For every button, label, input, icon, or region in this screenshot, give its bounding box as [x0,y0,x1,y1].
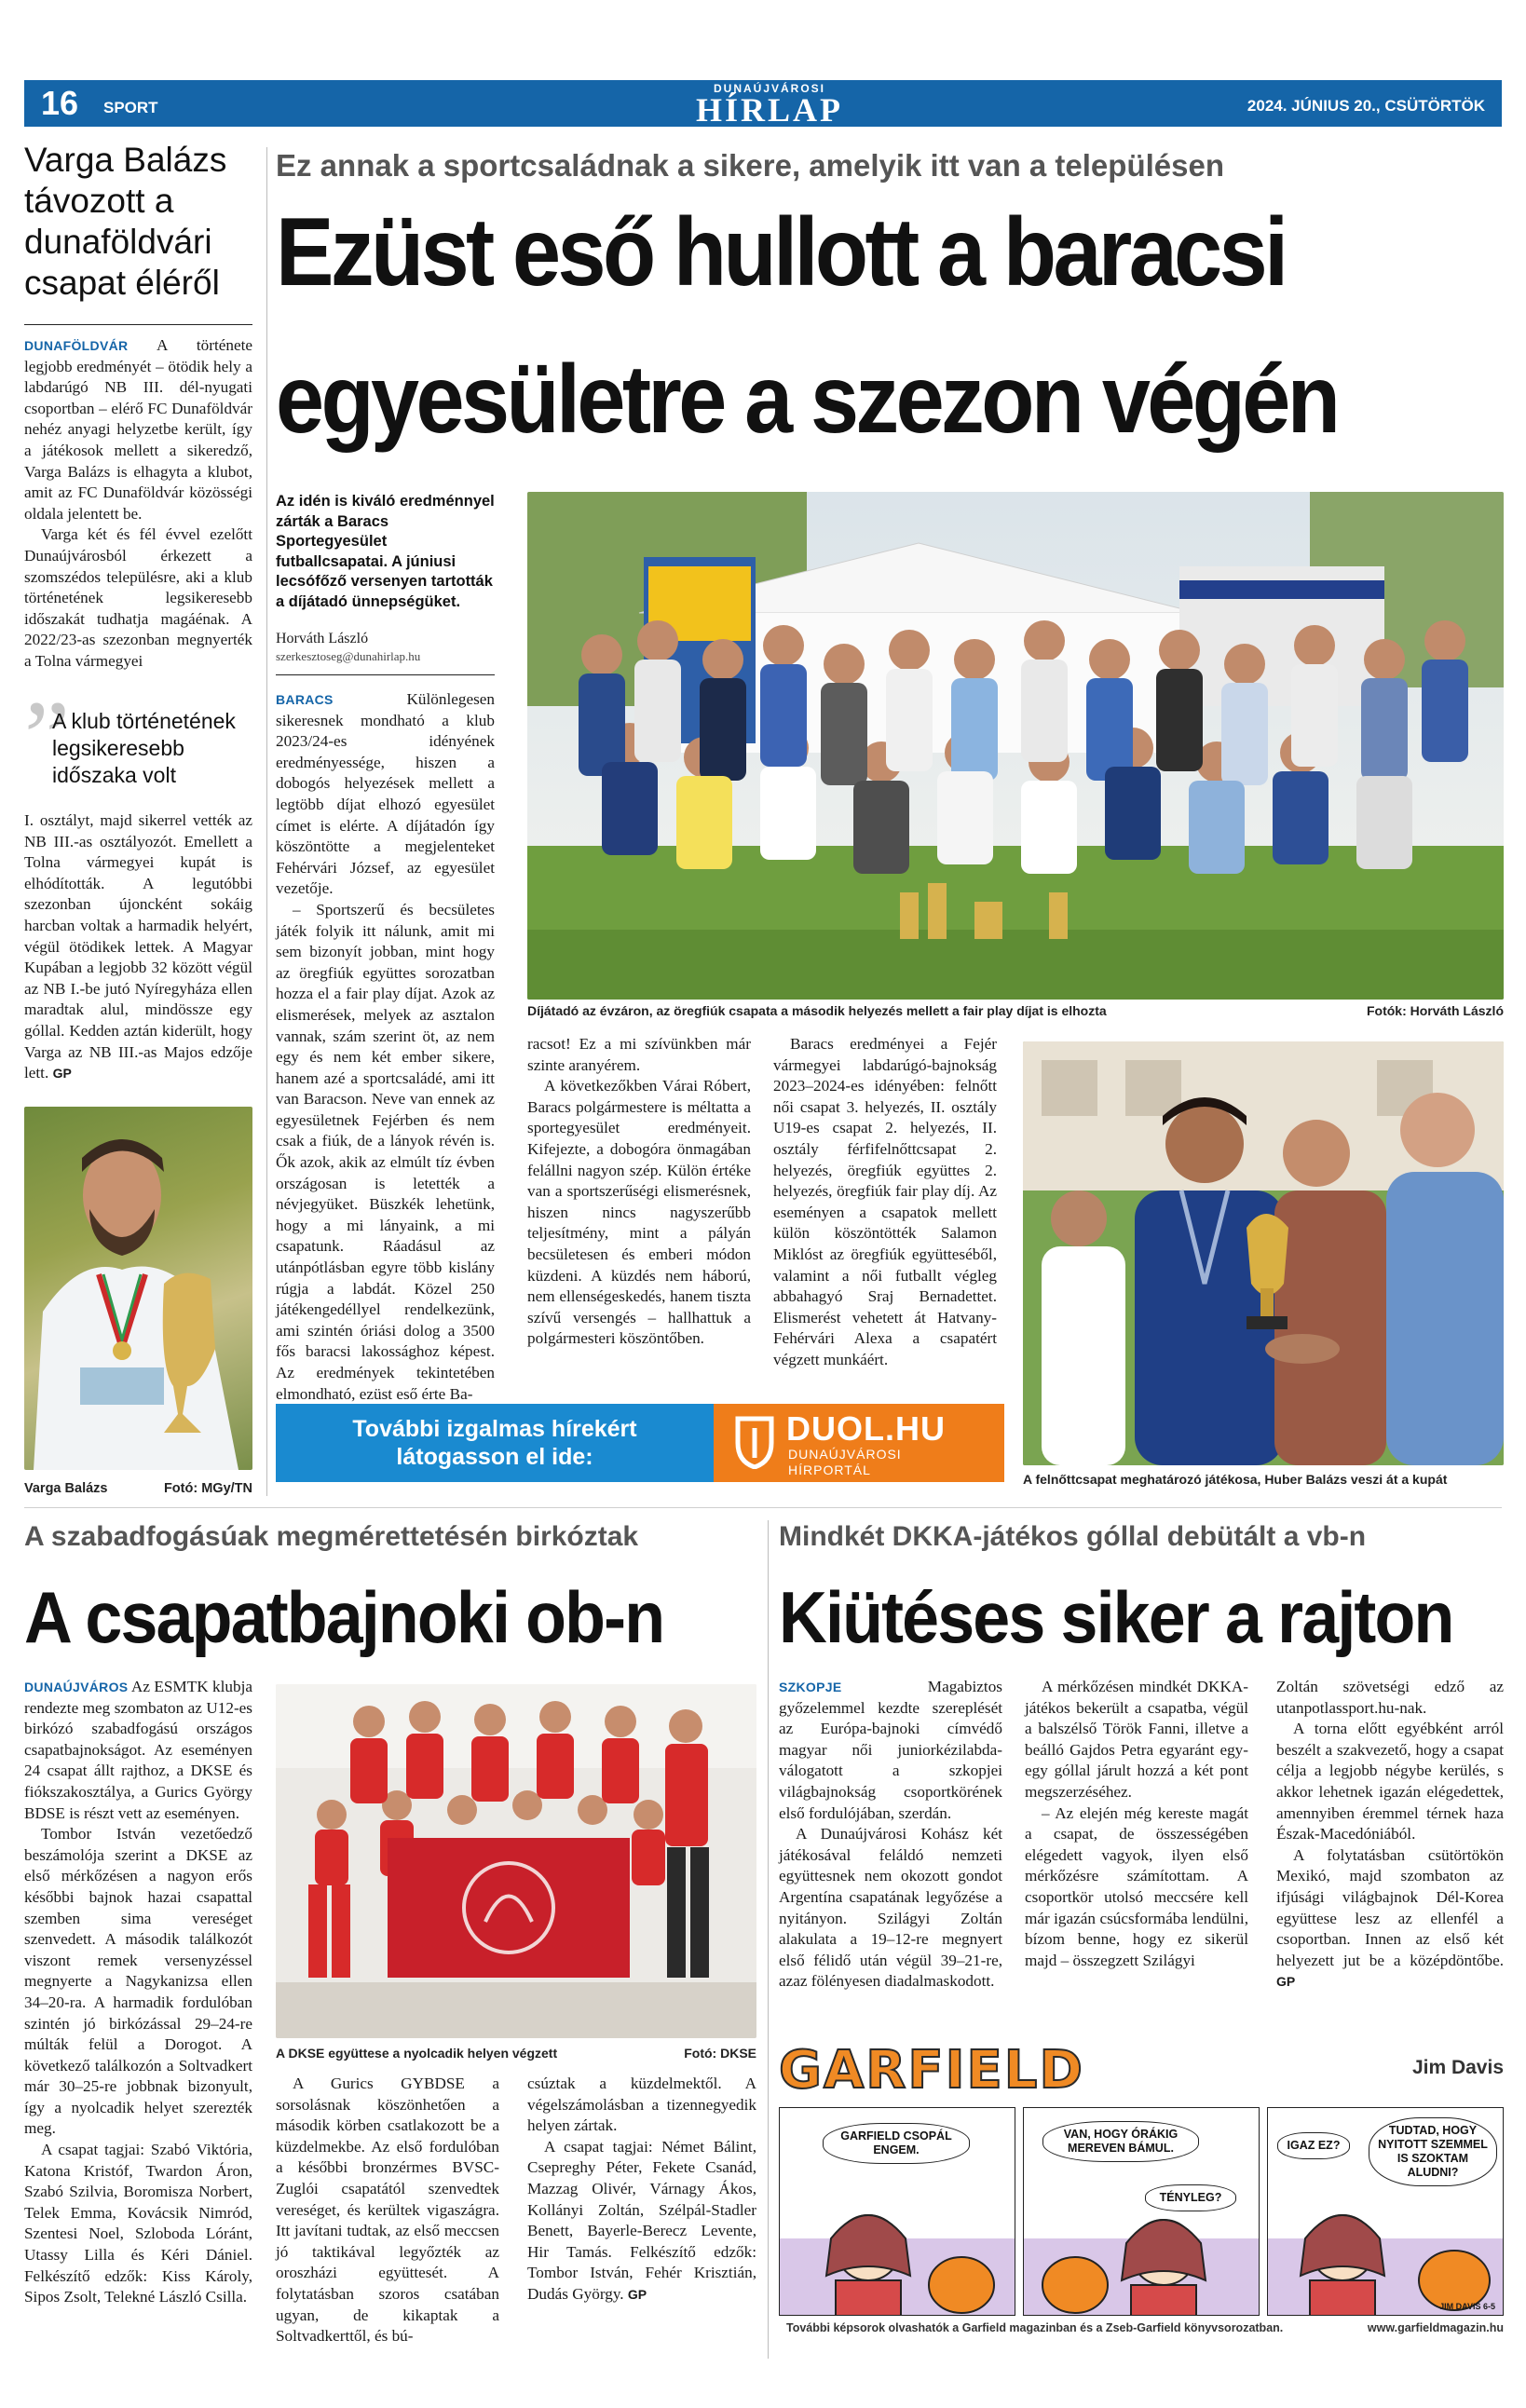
main-headline-line2: egyesületre a szezon végén [276,346,1338,454]
side-article-body-2 [24,810,252,1084]
garfield-strip-signature: JIM DAVIS 6-5 [1439,2302,1495,2311]
side-signature: GP [52,1066,72,1082]
garfield-panel-2 [1023,2107,1260,2316]
wrestling-col1-p1: Az ESMTK klubja rendezte meg szombaton az U12-es birkózó szabadfogású országos csapatbajnokságot. Az eseményen 24 csapat állt rajthoz, a DKSE és fiókszakosztálya, a Gurics György BDSE is részt vett az eseményen. [24,1678,252,1822]
wrestling-photo-illustration [276,1684,756,2038]
main-body-col3 [773,1034,997,1371]
handball-col3-p2: A torna előtt egyébként arról beszélt a szakvezető, hogy a csapat célja a legjobb négybe kerülés, s akkor lehetnek igazán elégedettek, amennyiben éremmel térnek haza Észak-Macedóniából. [1276,1720,1504,1843]
main-body-col1 [276,689,495,1405]
duol-shield-icon [734,1415,775,1474]
handball-col2-p1: A mérkőzésen mindkét DKKA-játékos bekerült a csapatba, végül a balszélső Török Fanni, illetve a beálló Gajdos Petra egyaránt egy-egy góllal járult hozzá a két pont megszerzéséhez. [1025,1678,1248,1801]
side-article-body-1 [24,335,252,673]
side-paragraph-3: I. osztályt, majd sikerrel vették az NB III.-as osztályozót. Emellett a Tolna vármegyei kupát is elhódították. A legutóbbi szezonban újoncként sokáig harcban voltak a harmadik helyért, végül ötödikek lettek. A Magyar Kupában a legjobb 32 között végül az NB I.-be jutó Nyíregyháza ellen maradtak alul, mindössze egy góllal. Kedden aztán kiderült, hogy Varga az NB III.-as Majos edzője lett. [24,811,252,1082]
main-headline-line1: Ezüst eső hullott a baracsi [276,198,1286,306]
garfield-footer [779,2321,1504,2334]
page-number: 16 [41,84,79,122]
handball-col1-p1: Magabiztos győzelemmel kezdte szereplését az Európa-bajnoki címvédő magyar női juniorkézilabda-válogatott a szkopjei világbajnokság csoportkörének első fordulójában, szerdán. [779,1678,1002,1822]
team-photo-credit: Fotók: Horváth László [1366,1003,1504,1018]
masthead-title: HÍRLAP [695,91,843,129]
handball-kicker: Mindkét DKKA-játékos góllal debütált a vb-n [779,1521,1367,1552]
garfield-bubble-4: IGAZ EZ? [1277,2132,1350,2159]
handball-col1-p2: A Dunaújvárosi Kohász két játékosával feláldó nemzeti együttesnek nem okozott gondot Argentína csapatának legyőzése a nyitányon. Szilágyi Zoltán alakulata a 19–12-re megnyert első félidő után végül 39–21-re, azaz fölényesen diadalmaskodott. [779,1825,1002,1991]
main-col2-p1: racsot! Ez a mi szívünkben már szinte aranyérem. [527,1035,751,1074]
main-col2-p2: A következőkben Várai Róbert, Baracs polgármestere is méltatta a sportegyesület eredményeit. Kifejezte, a dobogóra önmagában felállni nagyon szép. Külön értéke van a sportszerűségi elismerésnek, hiszen nincs nagyszerűbb teljesítmény, mint a pályán becsületesen és emberi módon küzdeni. A küzdés nem háború, nem ellenségeskedés, hanem tiszta szívű versengés – hallhattuk a polgármesteri köszöntőben. [527,1077,751,1348]
handball-col3 [1276,1677,1504,1993]
wrestling-signature: GP [627,2286,647,2302]
varga-photo [24,1107,252,1470]
team-caption-text: Díjátadó az évzáron, az öregfiúk csapata a második helyezés mellett a fair play díjat is elhozta [527,1003,1107,1018]
main-location: BARACS [276,692,334,707]
trophy-photo-caption: A felnőttcsapat meghatározó játékosa, Huber Balázs veszi át a kupát [1023,1472,1448,1487]
varga-photo-caption [24,1481,252,1496]
issue-date: 2024. JÚNIUS 20., CSÜTÖRTÖK [1247,97,1485,115]
banner-left [276,1404,714,1482]
banner-right [714,1404,1004,1482]
garfield-author: Jim Davis [1411,2057,1504,2078]
duol-logo-text: DUOL.HU [786,1409,946,1448]
author-email: szerkesztoseg@dunahirlap.hu [276,649,421,663]
garfield-strip [779,2107,1504,2314]
duol-banner[interactable] [276,1404,1004,1482]
quote-text: A klub történetének legsikeresebb időszaka volt [52,709,236,787]
main-body-col2 [527,1034,751,1350]
masthead-top: DUNAÚJVÁROSI [713,82,825,95]
handball-col2-p2: – Az elején még kereste magát a csapat, de összességében elégedett vagyok, ilyen első mérkőzésre számítottam. A csoportkör utolsó meccsére kell már igazán csúcsformába lendülni, bízom benne, hogy ez sikerül majd – összegzett Szilágyi [1025,1803,1248,1969]
main-kicker: Ez annak a sportcsaládnak a sikere, amelyik itt van a településen [276,148,1224,183]
page-header [24,80,1502,127]
garfield-footer-url[interactable]: www.garfieldmagazin.hu [1367,2321,1504,2334]
handball-col3-p3: A folytatásban csütörtökön Mexikó, majd szombaton az ifjúsági világbajnok Dél-Korea együttese lesz az ellenfél a csoportban. Innen az első két helyezett jut be a középdöntőbe. [1276,1845,1504,1969]
wrestling-col1-p2: Tombor István vezetőedző beszámolója szerint a DKSE az első mérkőzésen a nagyon erős későbbi bajnok hazai csapattal szemben sima vereséget szenvedett. A második találkozót viszont remek versenyzéssel megnyerte a Nagykanizsa ellen 34–20-ra. A harmadik fordulóban szintén jó birkózással 29–24-re múlták felül a Dorogot. A következő találkozón a Soltvadkert már 30–25-re jobbnak bizonyult, így a nyolcadik helyet szerezték meg. [24,1825,252,2138]
author-rule [276,674,495,675]
wrestling-col3-p2: A csapat tagjai: Német Bálint, Csepreghy Péter, Fekete Csanád, Mazzag Olivér, Várnagy Ákos, Kollányi Zoltán, Szélpál-Stadler Benett, Bayerle-Berecz Levente, Hir Tamás. Felkészítő edzők: Tombor István, Fehér Krisztián, Dudás György. [527,2137,756,2303]
main-col1-p1: Különlegesen sikeresnek mondható a klub 2023/24-es idényének eredményessége, hiszen a dobogós helyezések mellett a legtöbb díjat elhozó egyesület címet is elérte. A díjátadón így köszöntötte a megjelenteket Fehérvári József, az egyesület vezetője. [276,690,495,898]
handball-location: SZKOPJE [779,1680,842,1694]
wrestling-col1-p3: A csapat tagjai: Szabó Viktória, Katona Kristóf, Twardon Áron, Szabó Szilvia, Boromisza Norbert, Telek Emma, Kovácsik Nimród, Szentesi Noel, Szloboda Lóránt, Utassy Lilla és Kéri Dániel. Felkészítő edzők: Kiss Károly, Sipos Zsolt, Telekné László Csilla. [24,2141,252,2306]
team-photo-illustration [527,492,1504,1000]
banner-text-1: További izgalmas hírekért [352,1416,637,1442]
wrestling-photo [276,1684,756,2038]
handball-col2 [1025,1677,1248,1971]
trophy-handover-photo [1023,1041,1504,1465]
wrestling-photo-credit: Fotó: DKSE [684,2046,756,2061]
handball-col1 [779,1677,1002,1993]
garfield-footer-text: További képsorok olvashatók a Garfield magazinban és a Zseb-Garfield könyvsorozatban. [786,2321,1284,2334]
main-col3-p1: Baracs eredményei a Fejér vármegyei labdarúgó-bajnokság 2023–2024-es idényében: felnőtt női csapat 3. helyezés, II. osztály U19-es csapat 2. helyezés, II. osztály férfifelnőttcsapat 2. helyezés, öregfiúk együttes 2. helyezés, öregfiúk fair play díj. Az eseményen a csapatok mellett külön köszöntötték Salamon Miklóst az öregfiúk együtteséből, valamint a női futballt végleg abbahagyó Sraj Bernadettet. Elismerést vehetett át Hatvany-Fehérvári Alexa a csapatért végzett munkáért. [773,1035,997,1368]
trophy-handover-illustration [1023,1041,1504,1465]
wrestling-photo-caption [276,2046,756,2061]
banner-text-2: látogasson el ide: [396,1444,593,1470]
main-col1-p2: – Sportszerű és becsületes játék folyik itt nálunk, amit mi sem bizonyít jobban, mint hogy az öregfiúk együttes sorozatban hozza el a fair play díjat. Azok az elismerések, melyek az asztalon vannak, szám szerint öt, az nem egy és nem két ember sikere, hanem azé a sportcsaládé, ami itt van Baracson. Neve van ennek az egyesületnek Fejérben és nem csak a fiúk, de a lányok révén is. Ők azok, akik az elmúlt tíz évben országosan is letették a névjegyüket. Büszkék lehetünk, hogy a mi lányaink, a mi csapatunk. Ráadásul az utánpótlásban egyre több kislány rúgja a labdát. Közel 250 játékengedéllyel rendelkezünk, ami szintén óriási dolog a 3500 fős baracsi lakossághoz képest. Az eredmények tekintetében elmondható, ezüst eső érte Ba- [276,900,495,1403]
author-name: Horváth László [276,631,369,646]
mid-divider [24,1507,1502,1508]
handball-col3-p1: Zoltán szövetségi edző az utanpotlassport.hu-nak. [1276,1678,1504,1717]
handball-headline: Kiütéses siker a rajton [779,1576,1453,1658]
varga-caption-text: Varga Balázs [24,1481,108,1496]
varga-photo-illustration [24,1107,252,1470]
wrestling-kicker: A szabadfogásúak megmérettetésén birkóztak [24,1521,639,1552]
wrestling-col3 [527,2074,756,2306]
side-rule [24,324,252,325]
side-location: DUNAFÖLDVÁR [24,338,129,353]
wrestling-caption-text: A DKSE együttese a nyolcadik helyen végzett [276,2046,558,2061]
varga-photo-credit: Fotó: MGy/TN [163,1481,252,1496]
garfield-logo: GARFIELD [779,2040,1084,2101]
garfield-bubble-3: TÉNYLEG? [1145,2184,1236,2211]
wrestling-col3-p1: csúztak a küzdelmektől. A végelszámolásban a tizennegyedik helyen zártak. [527,2075,756,2135]
bottom-column-separator [768,1520,769,2359]
team-photo [527,492,1504,1000]
garfield-bubble-5: TUDTAD, HOGY NYITOTT SZEMMEL IS SZOKTAM ALUDNI? [1369,2117,1497,2186]
garfield-panel-3 [1267,2107,1504,2316]
team-photo-caption [527,1003,1504,1018]
garfield-bubble-2: VAN, HOGY ÓRÁKIG MEREVEN BÁMUL. [1042,2121,1199,2162]
duol-sub-2: HÍRPORTÁL [788,1462,871,1477]
side-pull-quote [24,680,255,796]
quote-mark-icon: ” [24,680,70,794]
author-block [276,630,495,675]
handball-signature: GP [1276,1974,1296,1990]
section-label: SPORT [103,99,158,116]
garfield-panel-1 [779,2107,1015,2316]
wrestling-col2-p1: A Gurics GYBDSE a sorsolásnak köszönhetően a második körben csatlakozott be a küzdelmekbe. Az első fordulóban a későbbi bronzérmes BVSC-Zuglói csapatától szenvedtek vereséget, és kerültek vigaszágra. Itt javítani tudtak, az első meccsen jó taktikával legyőzték az oroszházi együttesét. A folytatásban szoros csatában ugyan, de kikaptak a Soltvadkerttől, és bú- [276,2075,499,2346]
column-separator [266,147,267,1496]
garfield-bubble-1: GARFIELD CSOPÁL ENGEM. [823,2123,970,2164]
duol-sub-1: DUNAÚJVÁROSI [788,1447,902,1462]
masthead [658,80,881,127]
side-paragraph-1: A története legjobb eredményét – ötödik hely a labdarúgó NB III. dél-nyugati csoportban – elérő FC Dunaföldvár nehéz anyagi helyzetbe került, így a játékosok mellett a sikeredző, Varga Balázs is elhagyta a klubot, amit az FC Dunaföldvár közösségi oldala jelentett be. [24,336,252,523]
wrestling-headline: A csapatbajnoki ob-n [24,1576,664,1658]
wrestling-col2 [276,2074,499,2347]
main-lead: Az idén is kiváló eredménnyel zárták a Baracs Sportegyesület futballcsapatai. A júniusi lecsófőző versenyen tartották a díjátadó ünnepségüket. [276,493,495,610]
wrestling-location: DUNAÚJVÁROS [24,1680,129,1694]
side-paragraph-2: Varga két és fél évvel ezelőtt Dunaújvárosból érkezett a szomszédos településre, aki a klub történetének legsikeresebb időszakát tudhatja magáénak. A 2022/23-as szezonban megnyerték a Tolna vármegyei [24,525,252,670]
wrestling-col1 [24,1677,252,2308]
side-title: Varga Balázs távozott a dunaföldvári csapat éléről [24,141,227,302]
